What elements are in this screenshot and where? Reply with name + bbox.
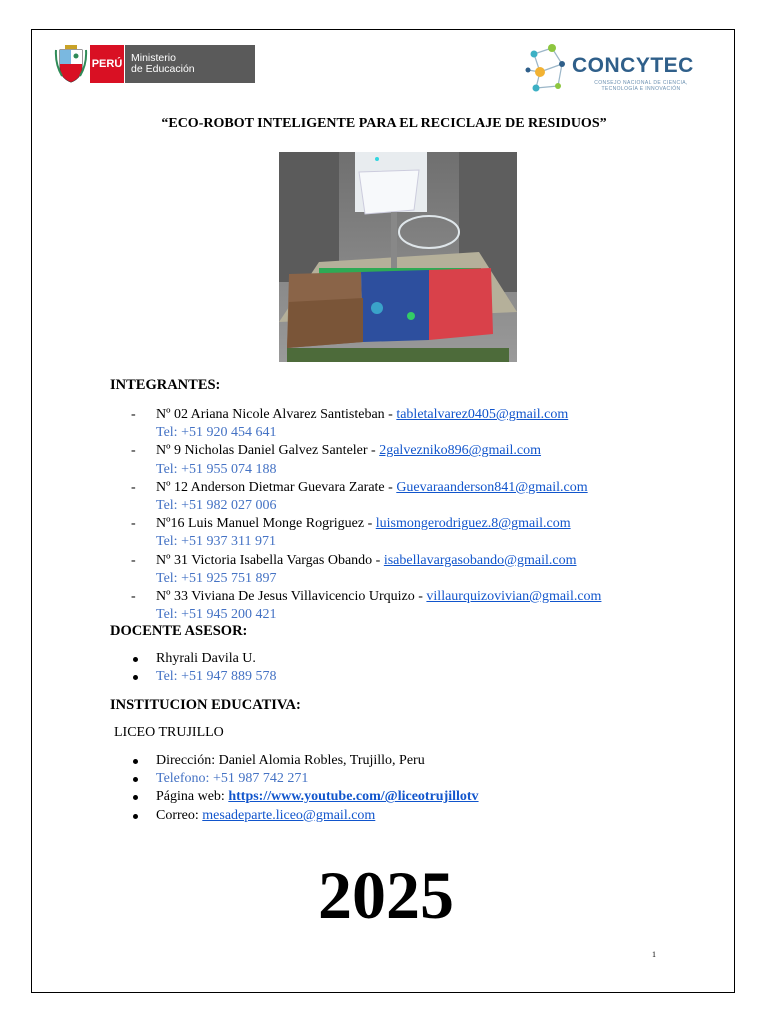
list-item [131,570,691,588]
member-email-link[interactable]: luismongerodriguez.8@gmail.com [375,516,571,532]
bullet-icon [133,814,138,819]
concytec-sub-line1: CONSEJO NACIONAL DE CIENCIA, [594,80,688,86]
robot-photo [279,152,517,362]
member-tel: Tel: +51 955 074 188 [156,461,277,477]
list-item [131,424,691,442]
list-item [131,552,691,570]
ministry-line2: de Educación [131,63,195,75]
list-item [131,442,691,460]
ministry-label [125,45,255,83]
list-item [131,668,691,686]
peru-coat-of-arms-icon [54,44,88,84]
institucion-direccion: Dirección: Daniel Alomia Robles, Trujillo, Peru [156,753,425,768]
minedu-logo [54,44,256,84]
member-name: Nº 12 Anderson Dietmar Guevara Zarate - [156,479,397,495]
member-tel: Tel: +51 937 311 971 [156,534,276,550]
document-title: “ECO-ROBOT INTELIGENTE PARA EL RECICLAJE DE RESIDUOS” [161,116,607,131]
list-dash: - [131,588,136,604]
docente-list [131,650,691,686]
ministry-line1: Ministerio [131,52,176,64]
docente-name: Rhyrali Davila U. [156,651,256,666]
list-item [131,650,691,668]
list-item [131,497,691,515]
web-label: Página web: [156,789,229,805]
member-name: Nº16 Luis Manuel Monge Rogriguez - [156,516,376,532]
list-dash: - [131,407,136,422]
integrantes-heading: INTEGRANTES: [110,377,221,393]
bullet-icon [133,657,138,662]
institucion-heading: INSTITUCION EDUCATIVA: [110,697,301,713]
concytec-sub-line2: TECNOLOGÍA E INNOVACIÓN [601,86,681,92]
member-name: Nº 31 Victoria Isabella Vargas Obando - [156,552,384,568]
member-tel: Tel: +51 945 200 421 [156,607,277,623]
member-email-link[interactable]: 2galvezniko896@gmail.com [379,443,542,459]
list-dash: - [131,479,136,495]
integrantes-list [131,406,691,624]
list-item [131,515,691,533]
list-dash: - [131,552,136,568]
concytec-logo [524,42,714,96]
member-email-link[interactable]: villaurquizovivian@gmail.com [426,588,602,604]
bullet-icon [133,777,138,782]
member-name: Nº 33 Viviana De Jesus Villavicencio Urquizo - [156,588,427,604]
concytec-subtitle [586,80,696,92]
list-item [131,533,691,551]
docente-heading: DOCENTE ASESOR: [110,623,248,639]
member-tel: Tel: +51 982 027 006 [156,497,277,513]
list-dash: - [131,516,136,532]
list-item [131,406,691,424]
member-name: Nº 02 Ariana Nicole Alvarez Santisteban - [156,407,397,422]
list-item [131,588,691,606]
web-link[interactable]: https://www.youtube.com/@liceotrujillotv [228,789,479,805]
list-item [131,461,691,479]
list-item [131,752,691,770]
member-name: Nº 9 Nicholas Daniel Galvez Santeler - [156,443,380,459]
institucion-telefono: Telefono: +51 987 742 271 [156,771,309,787]
correo-label: Correo: [156,807,203,823]
network-icon [524,42,574,96]
institucion-name: LICEO TRUJILLO [114,725,224,740]
list-item [131,807,691,825]
list-item [131,770,691,788]
member-email-link[interactable]: tabletalvarez0405@gmail.com [396,407,569,422]
member-tel: Tel: +51 920 454 641 [156,425,277,441]
bullet-icon [133,675,138,680]
list-item [131,606,691,624]
concytec-name: CONCYTEC [572,54,694,77]
list-item [131,788,691,806]
bullet-icon [133,795,138,800]
bullet-icon [133,759,138,764]
list-dash: - [131,443,136,459]
page-number: 1 [652,950,656,959]
docente-tel: Tel: +51 947 889 578 [156,669,277,685]
member-email-link[interactable]: Guevaraanderson841@gmail.com [396,479,588,495]
institucion-list [131,752,691,825]
member-tel: Tel: +51 925 751 897 [156,570,277,586]
list-item [131,479,691,497]
peru-label: PERÚ [90,45,124,83]
year-label: 2025 [318,857,454,933]
member-email-link[interactable]: isabellavargasobando@gmail.com [383,552,577,568]
correo-link[interactable]: mesadeparte.liceo@gmail.com [202,807,376,823]
